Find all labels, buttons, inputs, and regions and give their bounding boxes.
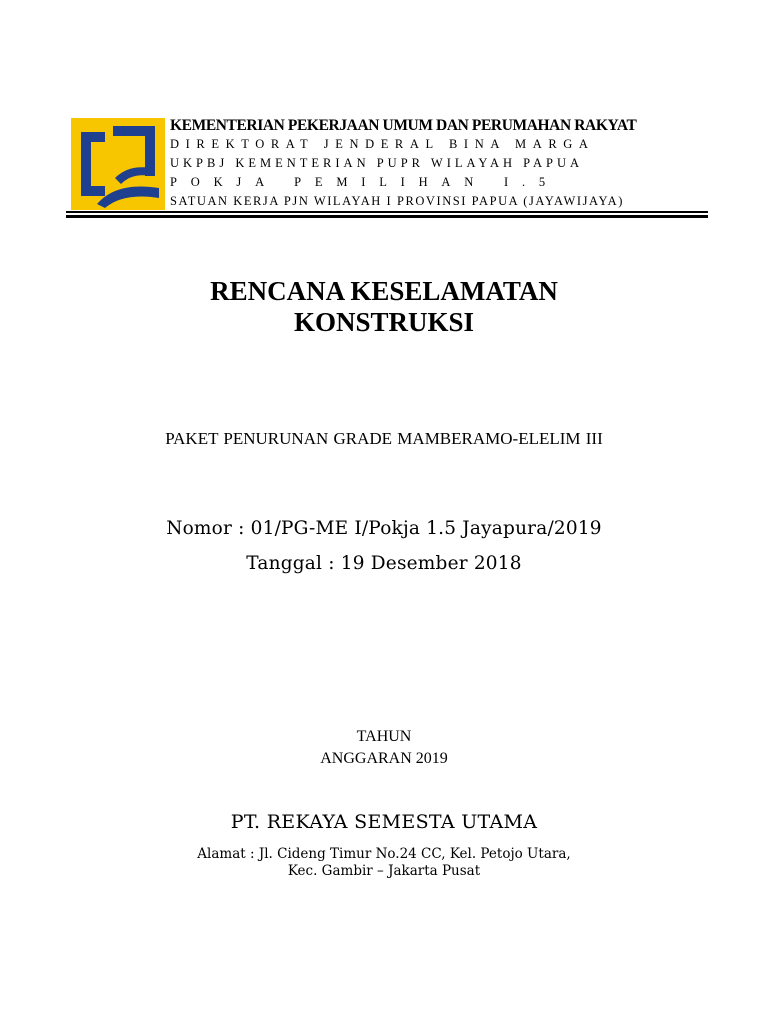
directorate-name: DIREKTORAT JENDERAL BINA MARGA — [170, 137, 595, 151]
pokja-name: POKJA PEMILIHAN I.5 — [170, 175, 559, 189]
fiscal-year-line-1: TAHUN — [356, 728, 412, 745]
satker-name: SATUAN KERJA PJN WILAYAH I PROVINSI PAPUA (JAYAWIJAYA) — [170, 194, 624, 208]
title-line-1: RENCANA KESELAMATAN — [210, 276, 558, 306]
document-number: Nomor : 01/PG-ME I/Pokja 1.5 Jayapura/2019 — [166, 518, 602, 539]
letterhead-text — [170, 116, 708, 211]
letterhead-divider-thin — [66, 211, 708, 213]
document-title — [0, 276, 768, 338]
ukpbj-name: UKPBJ KEMENTERIAN PUPR WILAYAH PAPUA — [170, 156, 584, 170]
document-date: Tanggal : 19 Desember 2018 — [246, 553, 522, 574]
ministry-name: KEMENTERIAN PEKERJAAN UMUM DAN PERUMAHAN RAKYAT — [170, 117, 637, 134]
letterhead — [66, 116, 708, 216]
fiscal-year — [0, 726, 768, 770]
pupr-logo-icon — [71, 118, 165, 210]
letterhead-divider-thick — [66, 215, 708, 218]
company-name: PT. REKAYA SEMESTA UTAMA — [230, 811, 538, 833]
package-name: PAKET PENURUNAN GRADE MAMBERAMO-ELELIM III — [165, 429, 603, 448]
title-line-2: KONSTRUKSI — [293, 307, 475, 337]
company-address — [0, 846, 768, 880]
address-line-2: Kec. Gambir – Jakarta Pusat — [287, 863, 481, 879]
document-number-block — [0, 516, 768, 586]
fiscal-year-line-2: ANGGARAN 2019 — [320, 750, 448, 767]
address-line-1: Alamat : Jl. Cideng Timur No.24 CC, Kel. Petojo Utara, — [197, 846, 571, 862]
